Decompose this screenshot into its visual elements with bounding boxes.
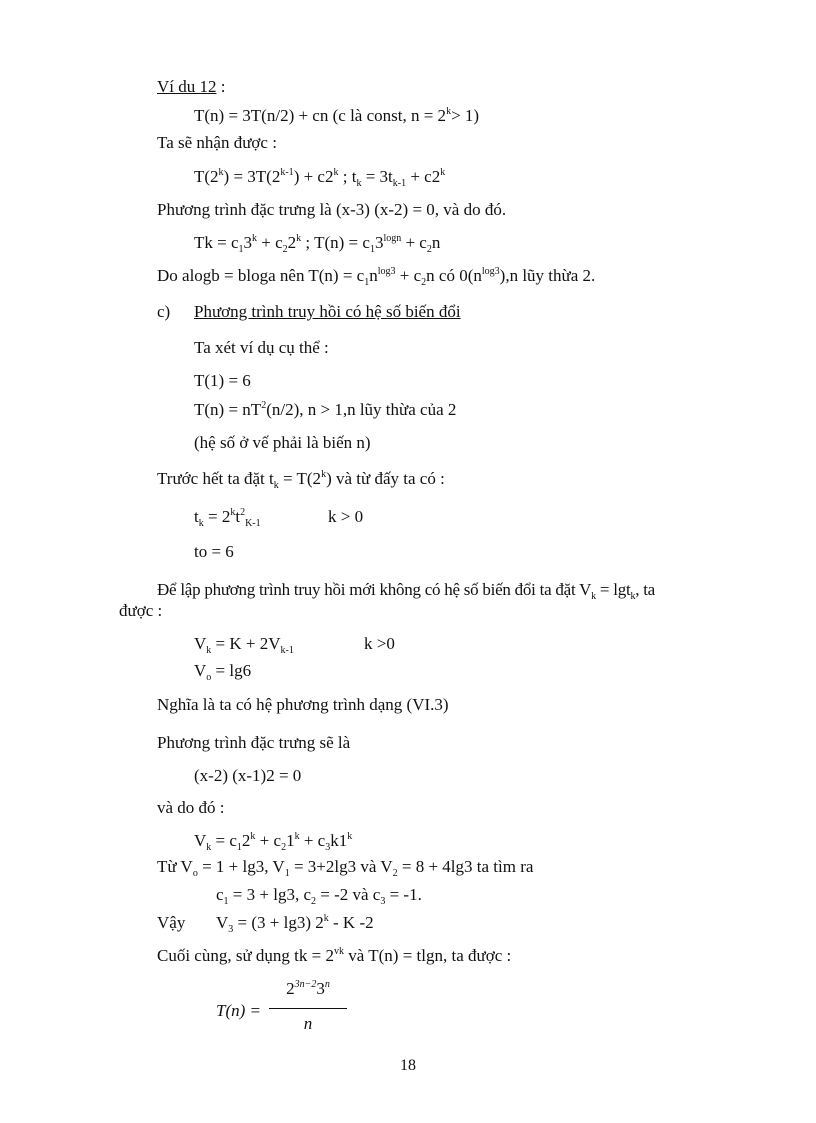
equation-12: Từ $V_o = 1 + \lg 3$, $V_1 = 3+2\lg 3$ và $V_2 = 8 + 4\lg 3$ ta tìm ra <box>157 857 534 879</box>
equation-9-condition: k >0 <box>364 634 395 653</box>
equation-14: $V_3 = (3 + \lg 3)$ 2$^k$ - K -2 <box>216 913 374 935</box>
text-duoc: được : <box>119 601 163 620</box>
text-meaning: Nghĩa là ta có hệ phương trình dạng (VI.3) <box>157 695 449 714</box>
equation-3: $Tk = c_13^k + c_22^k$ ; $T(n) = c_13^{logn} + c_2n$ <box>194 233 441 255</box>
equation-15: Cuối cùng, sử dụng tk = $2^{vk}$ và T(n) = tlgn, ta được : <box>157 946 512 965</box>
equation-9: $V_k = K + 2V_{k-1}$ <box>194 634 294 656</box>
equation-13: $c_1 = 3 + \lg 3$, $c_2 = -2$ và $c_3 = -1$. <box>216 885 422 907</box>
text-thus: và do đó : <box>157 798 225 817</box>
text-characteristic-2: Phương trình đặc trưng sẽ là <box>157 733 351 752</box>
fraction-denominator: n <box>303 1014 313 1033</box>
equation-7-condition: k > 0 <box>328 507 364 526</box>
fraction-bar <box>269 1008 347 1009</box>
equation-2: $T(2^k) = 3T(2^{k-1}) + c2^k$ ; $t_k = 3t_{k-1} + c2^k$ <box>194 167 446 189</box>
equation-4: Do alogb = bloga nên $T(n) = c_1n^{log3} + c_2n$ có $0(n^{log3}),n$ lũy thừa 2. <box>157 266 596 288</box>
equation-10: $V_o = \lg 6$ <box>194 661 252 683</box>
text-coefficient: (hệ số ở vế phải là biến n) <box>194 433 371 452</box>
example-title: Ví du 12 <box>157 77 217 96</box>
equation-characteristic-2: (x-2) (x-1)2 = 0 <box>194 766 302 785</box>
equation-11: $V_k = c_12^k + c_21^k + c_3k1^k$ <box>194 831 353 853</box>
page-number: 18 <box>400 1057 416 1074</box>
text-characteristic-1: Phương trình đặc trưng là (x-3) (x-2) = 0, và do đó. <box>157 200 507 219</box>
text-consider: Ta xét ví dụ cụ thể : <box>194 338 329 357</box>
equation-8: Để lập phương trình truy hồi mới không có hệ số biến đổi ta đặt $V_k = \lg t_k$, ta <box>157 580 655 602</box>
text-t1: T(1) = 6 <box>194 371 251 390</box>
section-c-title: Phương trình truy hồi có hệ số biến đổi <box>194 302 461 321</box>
equation-7: $t_k = 2^kt^2_{K-1}$ <box>194 507 261 529</box>
fraction-numerator: $2^{3n-2}3^n$ <box>286 979 330 998</box>
equation-5: $T(n) = nT^2(n/2)$, n > 1,n lũy thừa của 2 <box>194 400 457 419</box>
text-therefore: Vậy <box>157 913 186 932</box>
example-heading: Ví du 12 : <box>157 77 226 96</box>
section-c-label: c) <box>157 302 171 321</box>
equation-1: T(n) = 3T(n/2) + cn (c là const, $n = 2^k> 1$) <box>194 106 480 125</box>
final-formula-fraction <box>269 980 347 1032</box>
text-receive: Ta sẽ nhận được : <box>157 133 277 152</box>
equation-6: Trước hết ta đặt $t_k = T(2^k)$ và từ đấy ta có : <box>157 469 445 491</box>
text-t0: to = 6 <box>194 542 234 561</box>
final-formula-lhs: T(n) = <box>216 1001 261 1020</box>
